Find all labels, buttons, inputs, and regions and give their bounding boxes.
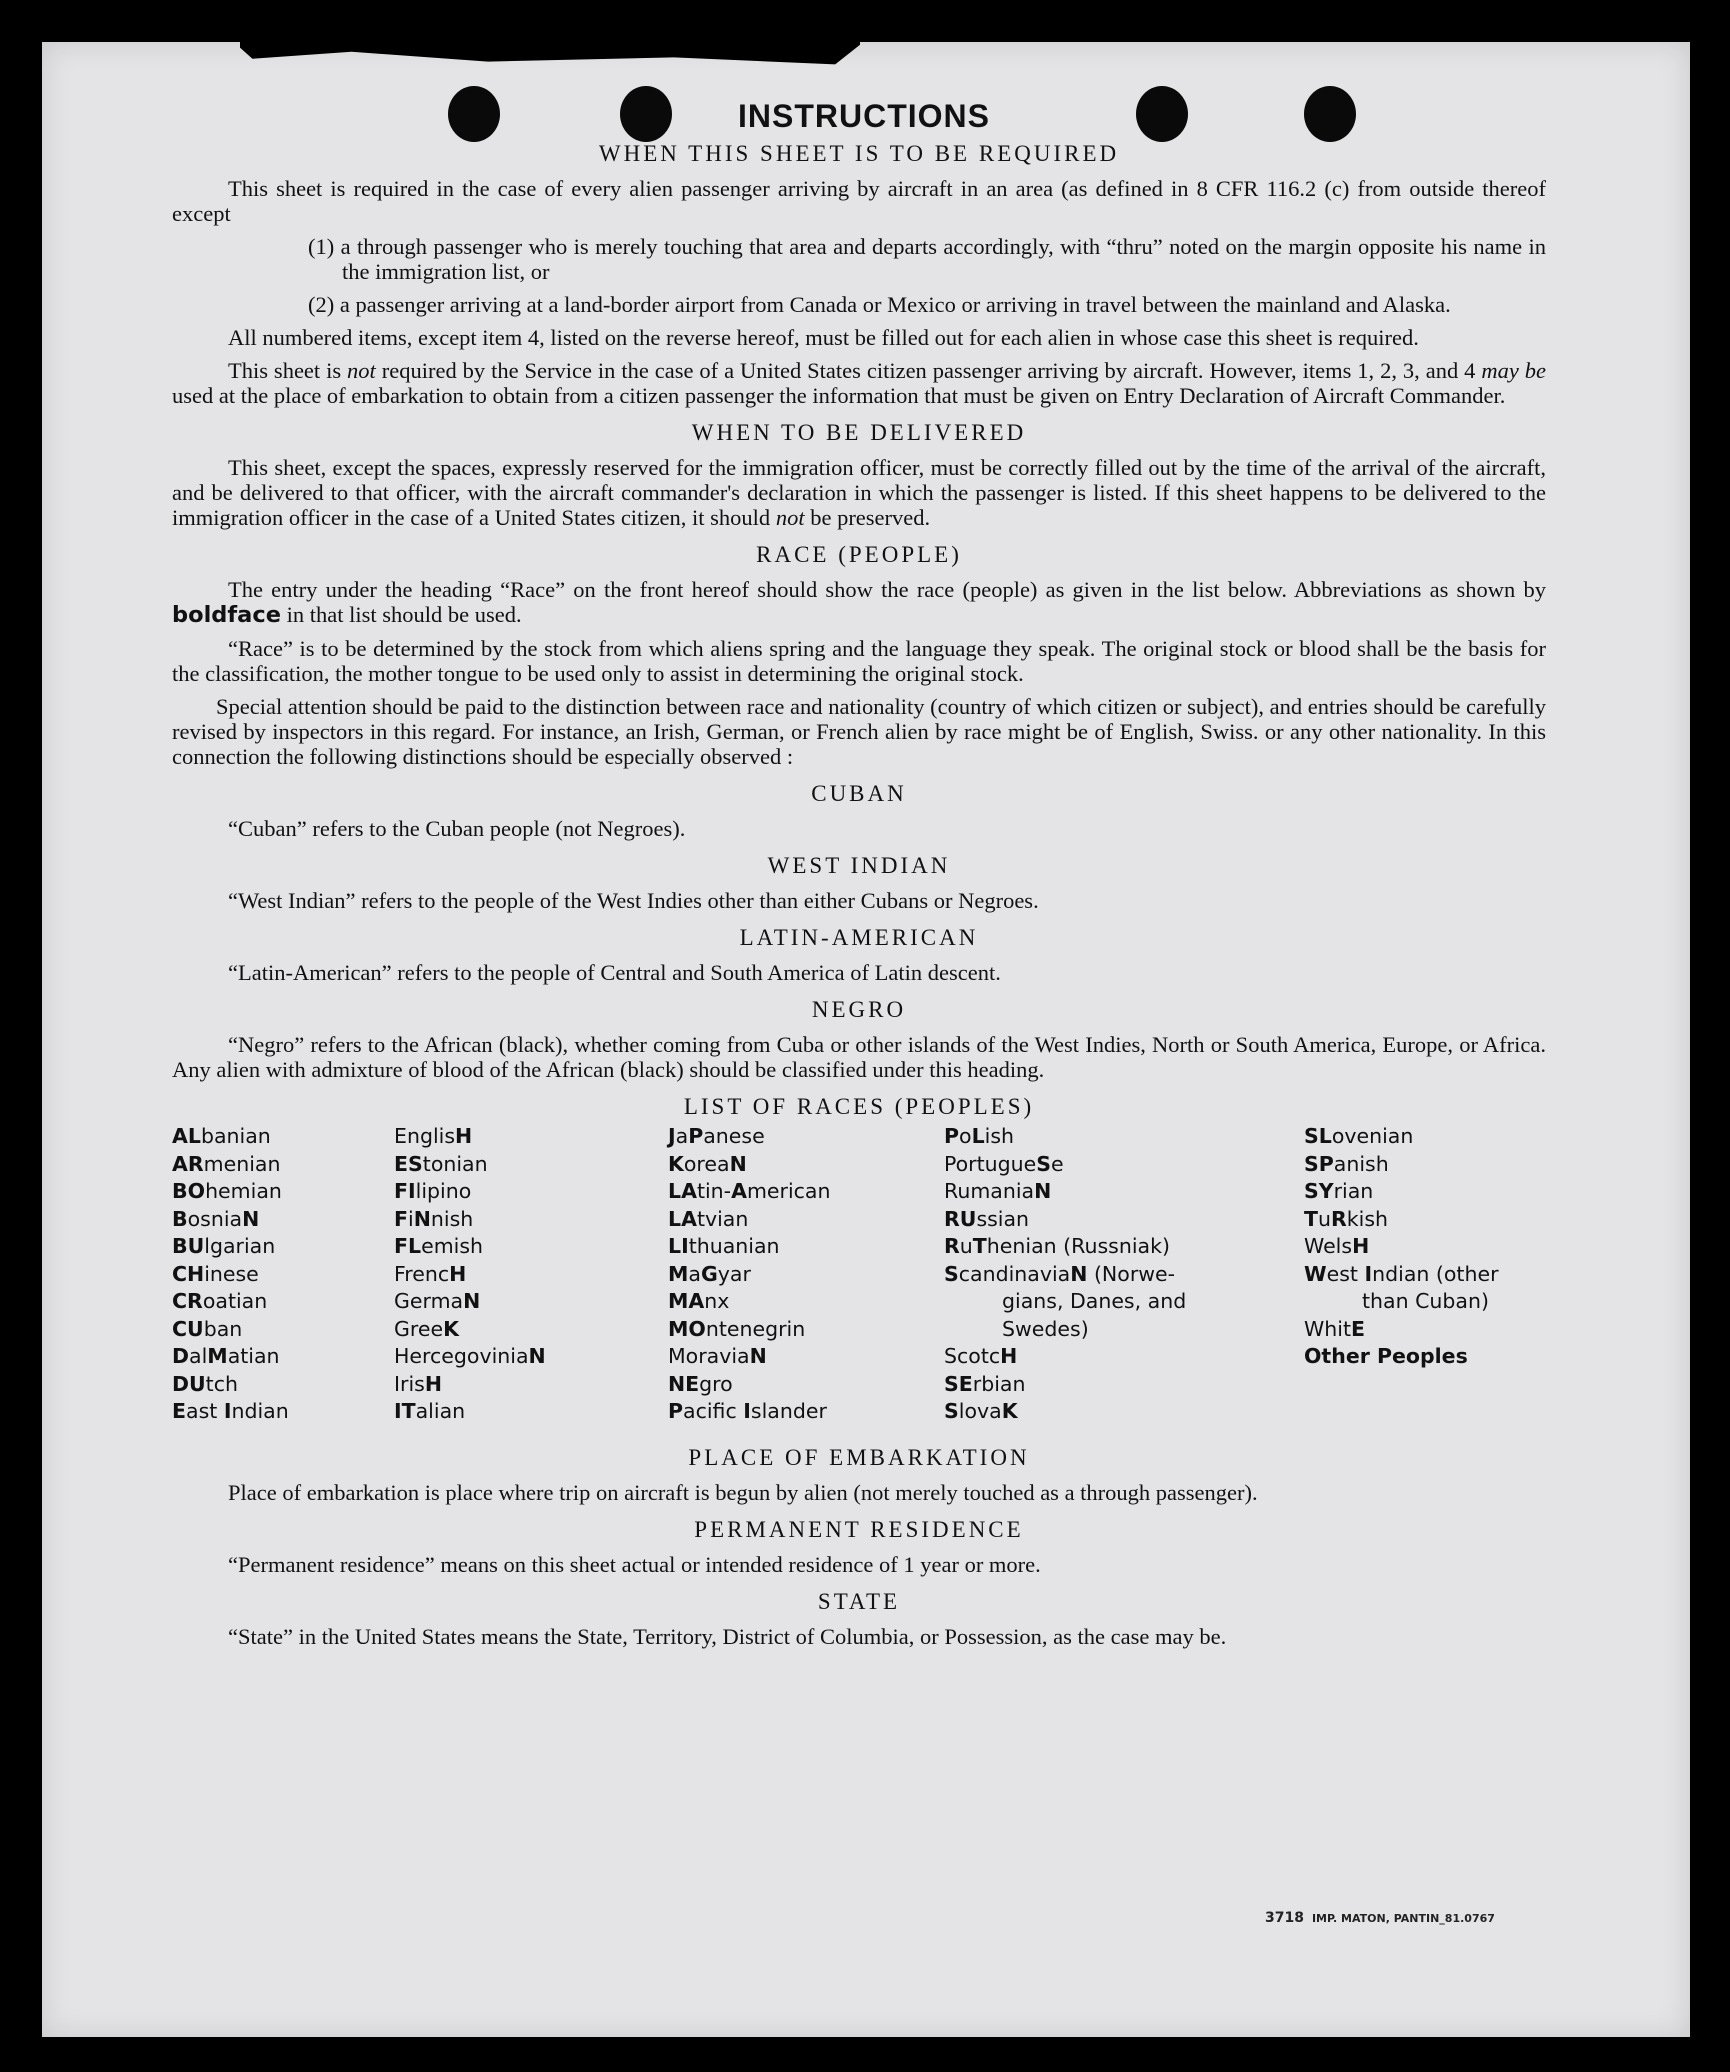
race-text: ovenian <box>1331 1124 1414 1148</box>
race-abbrev: D <box>172 1344 190 1368</box>
text-run: used at the place of embarkation to obtain from a citizen passenger the information that must be given on Entry Declaration of Aircraft Commander. <box>172 383 1506 408</box>
race-abbrev: SE <box>944 1371 973 1396</box>
race-text: ntenegrin <box>705 1316 806 1341</box>
race-text: orea <box>683 1151 730 1176</box>
race-text: o <box>959 1124 972 1148</box>
race-abbrev: IT <box>394 1399 416 1423</box>
text-run: The entry under the heading “Race” on the front hereof should show the race (people) as given in the list below. Abbreviations as shown by <box>228 577 1546 602</box>
para-numbered-items: All numbered items, except item 4, listed on the reverse hereof, must be filled out for each alien in whose case this sheet is required. <box>228 325 1419 350</box>
race-abbrev: S <box>944 1261 959 1286</box>
race-entry <box>668 1123 830 1151</box>
heading-negro: NEGRO <box>811 997 907 1022</box>
race-text: thuanian <box>688 1234 780 1258</box>
race-entry <box>668 1288 830 1316</box>
race-entry <box>394 1398 546 1426</box>
race-entry <box>394 1316 546 1344</box>
race-text: tin- <box>696 1179 732 1203</box>
race-abbrev: CU <box>172 1316 204 1341</box>
race-abbrev: CH <box>172 1261 205 1286</box>
race-text: atian <box>227 1344 280 1368</box>
race-entry <box>1304 1343 1499 1371</box>
race-abbrev: SP <box>1304 1151 1334 1176</box>
race-abbrev: H <box>424 1371 443 1396</box>
races-column-4 <box>944 1123 1186 1426</box>
race-abbrev: SL <box>1304 1124 1332 1148</box>
race-entry <box>944 1398 1186 1426</box>
race-entry <box>394 1233 546 1261</box>
race-abbrev: DU <box>172 1371 206 1396</box>
race-entry <box>668 1233 830 1261</box>
race-text: gians, Danes, and <box>1002 1289 1187 1313</box>
race-text: Moravia <box>668 1344 750 1368</box>
race-abbrev: MA <box>668 1289 705 1313</box>
heading-race: RACE (PEOPLE) <box>756 542 962 567</box>
race-abbrev: BU <box>172 1234 205 1258</box>
race-text: hemian <box>205 1179 282 1203</box>
race-text: Germa <box>394 1289 464 1313</box>
race-text: u <box>1317 1206 1331 1231</box>
boldface-word: boldface <box>172 602 281 628</box>
race-abbrev: AL <box>172 1124 201 1148</box>
race-text: tch <box>205 1371 238 1396</box>
printer-name: IMP. MATON, PANTIN_81.0767 <box>1311 1912 1495 1925</box>
race-entry <box>172 1178 289 1206</box>
race-abbrev: M <box>207 1344 228 1368</box>
para-citizen <box>172 358 1546 408</box>
race-abbrev: LI <box>668 1234 689 1258</box>
race-abbrev: N <box>1034 1179 1052 1203</box>
text-run: in that list should be used. <box>280 602 522 627</box>
race-abbrev: S <box>944 1399 959 1423</box>
race-abbrev: K <box>443 1316 459 1341</box>
race-abbrev: I <box>743 1399 751 1423</box>
race-text: u <box>959 1234 973 1258</box>
race-text: i <box>408 1206 414 1231</box>
race-abbrev: W <box>1304 1261 1327 1286</box>
page-title: INSTRUCTIONS <box>738 98 990 134</box>
race-text: banian <box>200 1124 271 1148</box>
race-text: Portugue <box>944 1151 1037 1176</box>
race-entry <box>394 1288 546 1316</box>
para-required-intro: This sheet is required in the case of every alien passenger arriving by aircraft in an area (as defined in 8 CFR 116.2 (c) from outside thereof except <box>172 176 1546 226</box>
race-entry <box>1304 1233 1499 1261</box>
race-abbrev: I <box>1364 1261 1373 1286</box>
race-entry <box>172 1398 289 1426</box>
form-number: 3718 <box>1265 1910 1304 1926</box>
race-abbrev: A <box>731 1179 747 1203</box>
para-west-indian: “West Indian” refers to the people of the West Indies other than either Cubans or Negroes. <box>228 888 1039 913</box>
race-abbrev: T <box>1304 1206 1318 1231</box>
exception-item-2: (2) a passenger arriving at a land-border airport from Canada or Mexico or arriving in travel between the mainland and Alaska. <box>308 292 1451 317</box>
race-text: a <box>675 1124 689 1148</box>
race-text: Whit <box>1304 1316 1351 1341</box>
race-abbrev: MO <box>668 1316 706 1341</box>
race-text: henian (Russniak) <box>986 1234 1170 1258</box>
race-text: Iris <box>394 1371 425 1396</box>
race-abbrev: H <box>1000 1344 1018 1368</box>
race-text: e <box>1051 1151 1064 1176</box>
race-abbrev: N <box>242 1206 260 1231</box>
document-content <box>172 96 1546 1657</box>
race-abbrev: T <box>972 1234 987 1258</box>
race-entry <box>944 1233 1186 1261</box>
race-abbrev: L <box>971 1124 985 1148</box>
race-text: Frenc <box>394 1261 450 1286</box>
race-abbrev: N <box>528 1344 546 1368</box>
race-entry <box>1304 1316 1499 1344</box>
race-abbrev: H <box>1352 1234 1370 1258</box>
race-abbrev: P <box>944 1124 960 1148</box>
race-abbrev: N <box>1070 1261 1088 1286</box>
race-entry <box>394 1343 546 1371</box>
race-abbrev: LA <box>668 1206 697 1231</box>
race-text: rbian <box>972 1371 1026 1396</box>
race-entry <box>394 1371 546 1399</box>
races-column-3 <box>668 1123 830 1426</box>
emphasis-may-be: may be <box>1481 358 1546 383</box>
race-text: yar <box>717 1261 751 1286</box>
race-entry <box>1304 1123 1499 1151</box>
race-abbrev: B <box>172 1206 188 1231</box>
race-abbrev: N <box>463 1289 481 1313</box>
race-abbrev: Other Peoples <box>1304 1344 1468 1368</box>
race-text: ndian <box>231 1399 289 1423</box>
race-entry <box>172 1261 289 1289</box>
race-entry <box>944 1178 1186 1206</box>
race-abbrev: E <box>172 1399 187 1423</box>
race-text: Swedes) <box>1002 1316 1089 1341</box>
race-abbrev: H <box>455 1124 473 1148</box>
race-entry <box>944 1206 1186 1234</box>
race-text: ssian <box>976 1206 1030 1231</box>
race-text: kish <box>1346 1206 1389 1231</box>
race-abbrev: J <box>668 1124 676 1148</box>
race-entry <box>944 1261 1186 1289</box>
race-abbrev: FI <box>394 1179 416 1203</box>
heading-when-required: WHEN THIS SHEET IS TO BE REQUIRED <box>598 141 1120 166</box>
races-column-2 <box>394 1123 546 1426</box>
race-entry <box>1304 1151 1499 1179</box>
race-abbrev: K <box>1001 1399 1018 1423</box>
race-text: than Cuban) <box>1362 1289 1489 1313</box>
race-abbrev: G <box>700 1261 718 1286</box>
race-entry <box>172 1288 289 1316</box>
para-latin-american: “Latin-American” refers to the people of Central and South America of Latin descent. <box>228 960 1001 985</box>
heading-cuban: CUBAN <box>811 781 907 806</box>
race-entry <box>668 1316 830 1344</box>
exception-item-1: (1) a through passenger who is merely touching that area and departs accordingly, with “thru” noted on the margin opposite his name in the immigration list, or <box>308 234 1546 284</box>
race-entry <box>668 1261 830 1289</box>
race-entry <box>172 1316 289 1344</box>
race-text: lgarian <box>204 1234 276 1258</box>
race-text: anish <box>1333 1151 1389 1176</box>
text-run: This sheet is <box>228 358 348 383</box>
race-abbrev: E <box>1351 1316 1366 1341</box>
race-abbrev: CR <box>172 1289 203 1313</box>
race-entry <box>394 1151 546 1179</box>
para-negro: “Negro” refers to the African (black), whether coming from Cuba or other islands of the West Indies, North or South America, Europe, or Africa. Any alien with admixture of blood of the African (black) should be classified under this heading. <box>172 1032 1546 1082</box>
race-text: slander <box>750 1399 827 1423</box>
race-abbrev: F <box>394 1206 409 1231</box>
race-text: nish <box>430 1206 474 1231</box>
heading-latin-american: LATIN-AMERICAN <box>739 925 979 950</box>
race-entry <box>944 1123 1186 1151</box>
races-column-5 <box>1304 1123 1499 1371</box>
race-text: merican <box>746 1179 831 1203</box>
race-entry <box>172 1151 289 1179</box>
race-text: rian <box>1333 1179 1374 1203</box>
race-text: alian <box>415 1399 466 1423</box>
race-entry <box>172 1371 289 1399</box>
race-text: Englis <box>394 1124 456 1148</box>
race-entry <box>668 1178 830 1206</box>
para-delivered <box>172 455 1546 530</box>
race-abbrev: LA <box>668 1179 697 1203</box>
race-entry <box>172 1343 289 1371</box>
heading-state: STATE <box>817 1589 901 1614</box>
race-abbrev: AR <box>172 1151 204 1176</box>
race-entry <box>172 1206 289 1234</box>
race-text: lipino <box>415 1179 472 1203</box>
para-cuban: “Cuban” refers to the Cuban people (not Negroes). <box>228 816 686 841</box>
heading-list-of-races: LIST OF RACES (PEOPLES) <box>683 1094 1035 1119</box>
race-abbrev: R <box>944 1234 960 1258</box>
heading-permanent-residence: PERMANENT RESIDENCE <box>694 1517 1024 1542</box>
text-run: required by the Service in the case of a United States citizen passenger arriving by aircraft. However, items 1, 2, 3, and 4 <box>375 358 1482 383</box>
race-text: Rumania <box>944 1179 1035 1203</box>
race-text: Gree <box>394 1316 444 1341</box>
race-abbrev: M <box>668 1261 689 1286</box>
race-text: (Norwe- <box>1087 1261 1176 1286</box>
heading-when-delivered: WHEN TO BE DELIVERED <box>691 420 1027 445</box>
race-entry <box>1304 1288 1499 1316</box>
race-entry <box>1304 1178 1499 1206</box>
race-entry <box>172 1233 289 1261</box>
para-race-3: Special attention should be paid to the distinction between race and nationality (country of which citizen or subject), and entries should be carefully revised by inspectors in this regard. For instance, an Irish, German, or French alien by race might be of English, Swiss. or any other nationality. In this connection the following distinctions should be especially observed : <box>172 694 1546 769</box>
race-entry <box>944 1343 1186 1371</box>
race-text: gro <box>699 1371 733 1396</box>
race-text: ndian (other <box>1372 1261 1499 1286</box>
race-abbrev: FL <box>394 1234 422 1258</box>
race-entry <box>172 1123 289 1151</box>
race-abbrev: BO <box>172 1179 206 1203</box>
race-abbrev: H <box>449 1261 467 1286</box>
race-entry <box>944 1288 1186 1316</box>
para-permanent-residence: “Permanent residence” means on this sheet actual or intended residence of 1 year or more. <box>228 1552 1041 1577</box>
race-text: Wels <box>1304 1234 1353 1258</box>
race-entry <box>394 1123 546 1151</box>
race-entry <box>944 1316 1186 1344</box>
race-text: ast <box>186 1399 224 1423</box>
race-text: oatian <box>202 1289 268 1313</box>
race-abbrev: P <box>688 1124 704 1148</box>
race-entry <box>944 1371 1186 1399</box>
text-run: This sheet, except the spaces, expressly reserved for the immigration officer, must be correctly filled out by the time of the arrival of the aircraft, and be delivered to that officer, with the aircraft commander's declaration in which the passenger is listed. If this sheet happens to be delivered to the immigration officer in the case of a United States citizen, it should <box>172 455 1546 530</box>
race-entry <box>668 1206 830 1234</box>
race-entry <box>394 1261 546 1289</box>
race-text: Hercegovinia <box>394 1344 529 1368</box>
race-abbrev: N <box>413 1206 431 1231</box>
race-text: acific <box>683 1399 744 1423</box>
race-abbrev: R <box>1330 1206 1347 1231</box>
race-text: tvian <box>696 1206 749 1231</box>
para-race-1 <box>172 577 1546 628</box>
race-text: ban <box>203 1316 243 1341</box>
race-abbrev: N <box>749 1344 767 1368</box>
race-abbrev: S <box>1036 1151 1052 1176</box>
race-text: menian <box>203 1151 281 1176</box>
race-abbrev: RU <box>944 1206 977 1231</box>
para-embarkation: Place of embarkation is place where trip on aircraft is begun by alien (not merely touched as a through passenger). <box>228 1480 1258 1505</box>
race-abbrev: I <box>223 1399 232 1423</box>
race-abbrev: K <box>668 1151 684 1176</box>
race-text: osnia <box>187 1206 243 1231</box>
race-abbrev: ES <box>394 1151 423 1176</box>
race-text: Scotc <box>944 1344 1001 1368</box>
race-entry <box>668 1398 830 1426</box>
race-abbrev: N <box>729 1151 747 1176</box>
race-entry <box>1304 1261 1499 1289</box>
heading-embarkation: PLACE OF EMBARKATION <box>688 1445 1030 1470</box>
para-race-2: “Race” is to be determined by the stock from which aliens spring and the language they speak. The original stock or blood shall be the basis for the classification, the mother tongue to be used only to assist in determining the original stock. <box>172 636 1546 686</box>
race-text: ish <box>984 1124 1015 1148</box>
race-text: emish <box>421 1234 484 1258</box>
races-list <box>172 1123 1546 1433</box>
race-text: tonian <box>422 1151 488 1176</box>
races-column-1 <box>172 1123 289 1426</box>
race-entry <box>394 1206 546 1234</box>
race-abbrev: SY <box>1304 1179 1334 1203</box>
race-entry <box>944 1151 1186 1179</box>
race-text: candinavia <box>958 1261 1071 1286</box>
para-state: “State” in the United States means the State, Territory, District of Columbia, or Possession, as the case may be. <box>228 1624 1227 1649</box>
race-entry <box>668 1343 830 1371</box>
race-abbrev: P <box>668 1399 684 1423</box>
race-entry <box>394 1178 546 1206</box>
race-entry <box>1304 1206 1499 1234</box>
emphasis-not: not <box>347 358 376 383</box>
race-text: est <box>1326 1261 1365 1286</box>
race-text: a <box>688 1261 701 1286</box>
race-entry <box>668 1371 830 1399</box>
text-run: be preserved. <box>804 505 931 530</box>
heading-west-indian: WEST INDIAN <box>767 853 951 878</box>
race-text: lova <box>958 1399 1002 1423</box>
race-entry <box>668 1151 830 1179</box>
printer-imprint <box>1265 1910 1495 1926</box>
emphasis-not: not <box>775 505 805 530</box>
race-text: al <box>189 1344 208 1368</box>
race-text: nx <box>704 1289 730 1313</box>
race-text: anese <box>703 1124 765 1148</box>
race-text: inese <box>204 1261 259 1286</box>
race-abbrev: NE <box>668 1371 700 1396</box>
